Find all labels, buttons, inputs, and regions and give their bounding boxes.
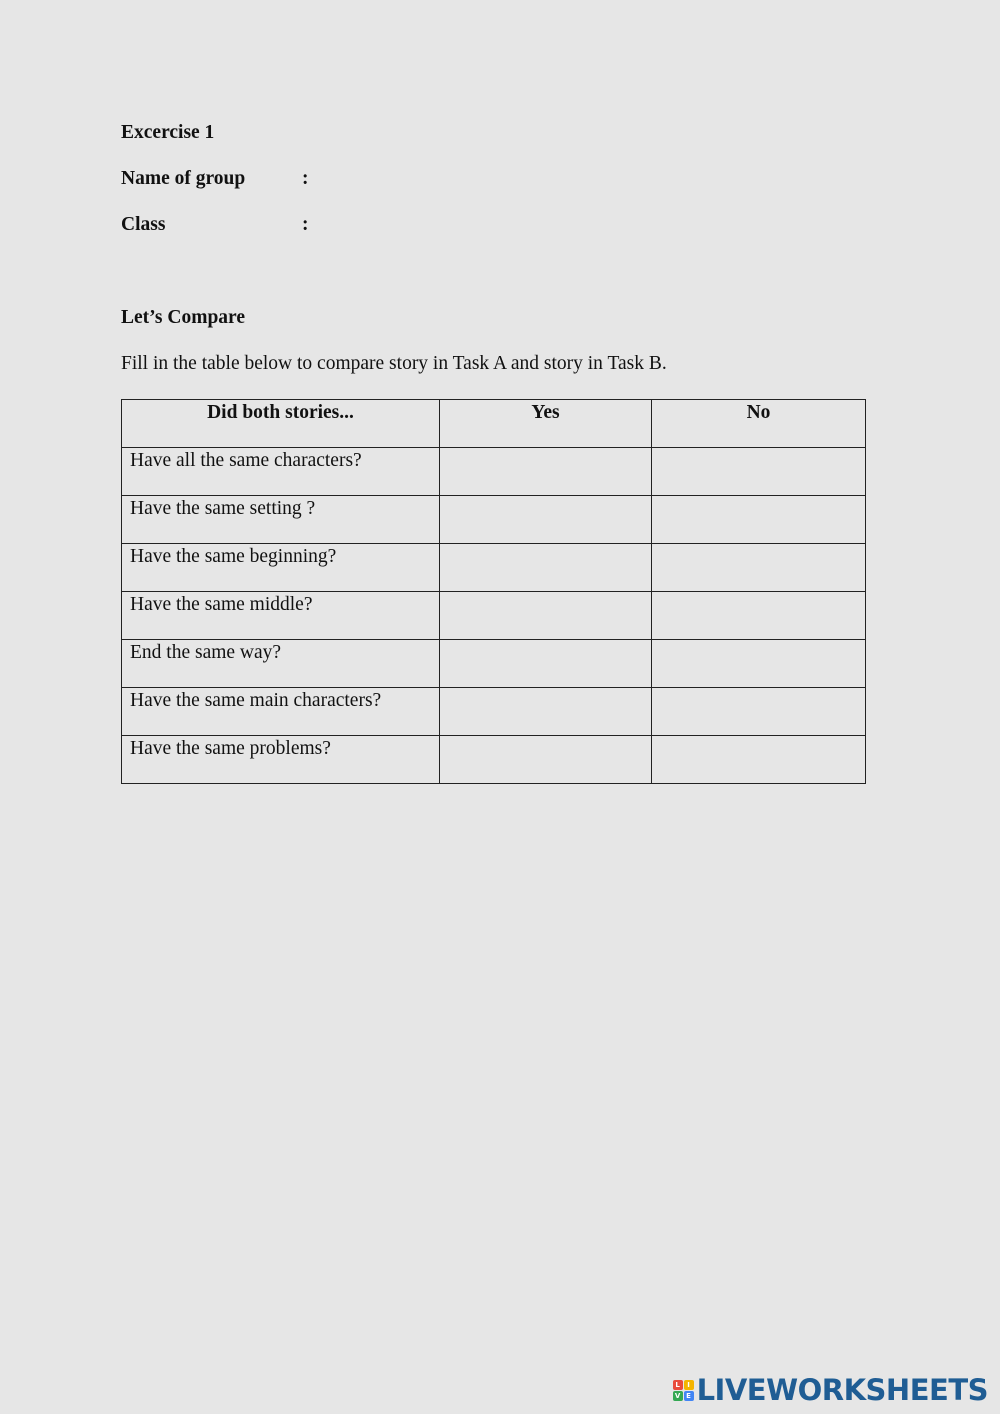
table-row [122, 448, 866, 496]
no-answer-cell[interactable] [652, 544, 866, 592]
header-no: No [652, 400, 866, 448]
section-title: Let’s Compare [121, 307, 246, 328]
question-cell: Have the same middle? [122, 592, 440, 640]
exercise-title: Excercise 1 [121, 122, 215, 143]
question-cell: Have all the same characters? [122, 448, 440, 496]
no-answer-cell[interactable] [652, 592, 866, 640]
yes-answer-cell[interactable] [440, 640, 652, 688]
liveworksheets-logo-text: LIVEWORKSHEETS [696, 1373, 988, 1407]
name-of-group-colon: : [302, 168, 309, 189]
yes-answer-cell[interactable] [440, 448, 652, 496]
yes-answer-cell[interactable] [440, 736, 652, 784]
table-header-row [122, 400, 866, 448]
liveworksheets-logo [673, 1375, 988, 1405]
table-row [122, 544, 866, 592]
table-row [122, 640, 866, 688]
question-cell: Have the same setting ? [122, 496, 440, 544]
no-answer-cell[interactable] [652, 736, 866, 784]
question-cell: Have the same beginning? [122, 544, 440, 592]
table-row [122, 496, 866, 544]
logo-tile-i: I [684, 1380, 694, 1390]
yes-answer-cell[interactable] [440, 592, 652, 640]
no-answer-cell[interactable] [652, 640, 866, 688]
yes-answer-cell[interactable] [440, 544, 652, 592]
yes-answer-cell[interactable] [440, 688, 652, 736]
class-label: Class [121, 214, 166, 235]
yes-answer-cell[interactable] [440, 496, 652, 544]
logo-tile-l: L [673, 1380, 683, 1390]
header-question: Did both stories... [122, 400, 440, 448]
name-of-group-label: Name of group [121, 168, 246, 189]
no-answer-cell[interactable] [652, 448, 866, 496]
liveworksheets-logo-icon [673, 1380, 694, 1401]
no-answer-cell[interactable] [652, 688, 866, 736]
question-cell: Have the same problems? [122, 736, 440, 784]
name-of-group-field[interactable] [325, 167, 865, 191]
comparison-table [121, 399, 866, 784]
logo-tile-v: V [673, 1391, 683, 1401]
table-row [122, 688, 866, 736]
class-field[interactable] [325, 213, 865, 237]
table-row [122, 736, 866, 784]
instruction-text: Fill in the table below to compare story in Task A and story in Task B. [121, 353, 667, 374]
table-row [122, 592, 866, 640]
question-cell: Have the same main characters? [122, 688, 440, 736]
header-yes: Yes [440, 400, 652, 448]
question-cell: End the same way? [122, 640, 440, 688]
class-colon: : [302, 214, 309, 235]
no-answer-cell[interactable] [652, 496, 866, 544]
logo-tile-e: E [684, 1391, 694, 1401]
